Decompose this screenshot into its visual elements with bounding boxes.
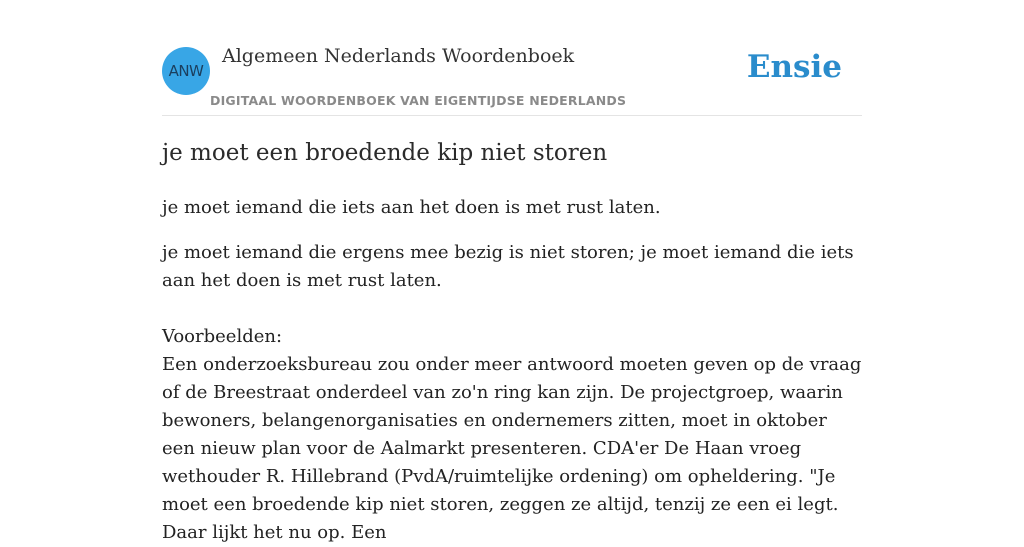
- site-title[interactable]: Algemeen Nederlands Woordenboek: [222, 45, 575, 67]
- paragraph-spacer: [162, 295, 864, 323]
- ensie-brand-link[interactable]: Ensie: [746, 49, 842, 85]
- entry-body: [162, 239, 864, 547]
- page-container: [162, 0, 862, 543]
- entry-definition: je moet iemand die ergens mee bezig is niet storen; je moet iemand die iets aan het doen is met rust laten.: [162, 242, 854, 291]
- site-subtitle: DIGITAAL WOORDENBOEK VAN EIGENTIJDSE NEDERLANDS: [210, 93, 627, 108]
- anw-logo[interactable]: ANW: [162, 47, 210, 95]
- example-text: Een onderzoeksbureau zou onder meer antwoord moeten geven op de vraag of de Breestraat onderdeel van zo'n ring kan zijn. De projectgroep, waarin bewoners, belangenorganisaties en ondernemers zitten, moet in oktober een nieuw plan voor de Aalmarkt presenteren. CDA'er De Haan vroeg wethouder R. Hillebrand (PvdA/ruimtelijke ordening) om opheldering. "Je moet een broedende kip niet storen, zeggen ze altijd, tenzij ze een ei legt. Daar lijkt het nu op. Een: [162, 354, 862, 543]
- entry-short-definition: je moet iemand die iets aan het doen is met rust laten.: [162, 197, 661, 218]
- site-header: [162, 0, 862, 116]
- examples-label: Voorbeelden:: [162, 326, 283, 347]
- entry-term-heading: je moet een broedende kip niet storen: [162, 140, 608, 166]
